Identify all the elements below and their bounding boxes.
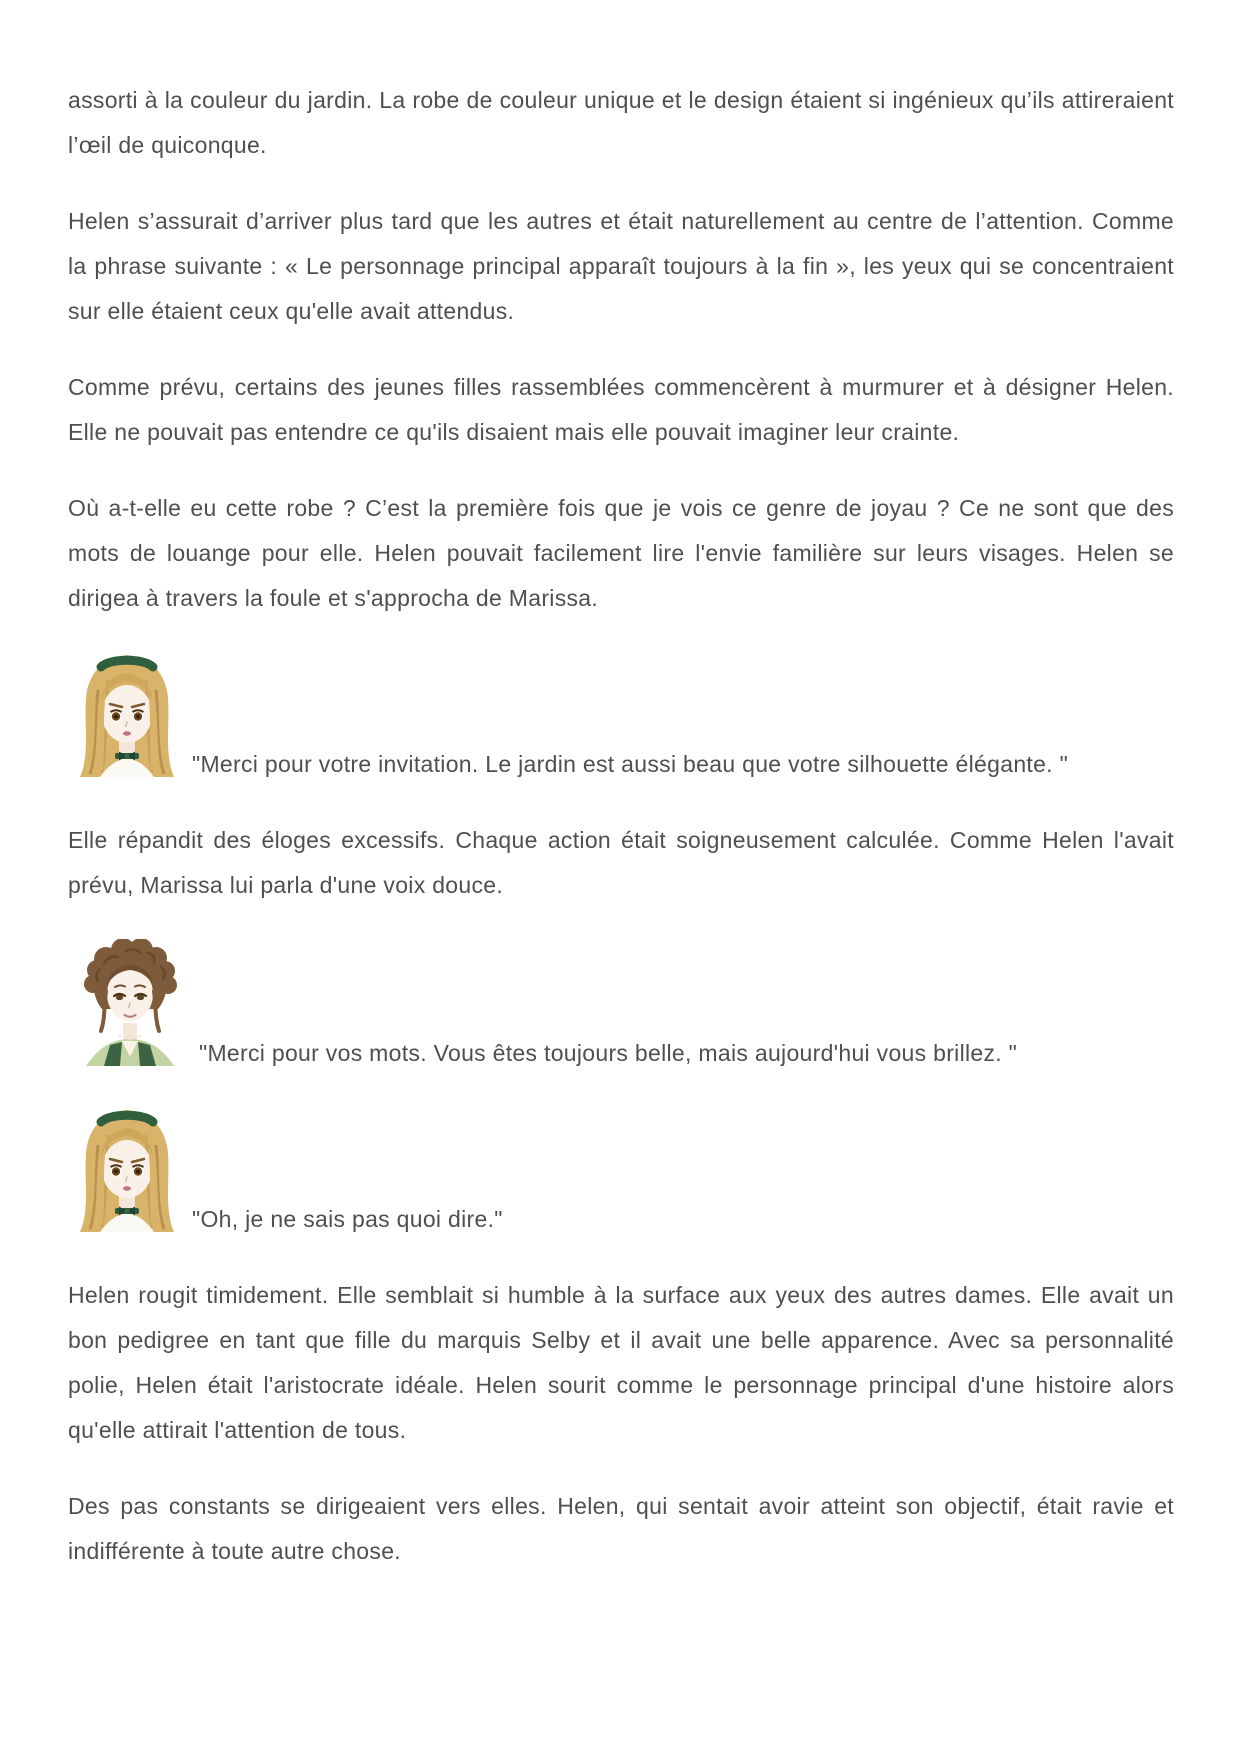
dialogue-block-helen-2 xyxy=(68,1107,1174,1242)
story-paragraph-3: Comme prévu, certains des jeunes filles rassemblées commencèrent à murmurer et à désigner Helen. Elle ne pouvait pas entendre ce qu'ils disaient mais elle pouvait imaginer leur crainte. xyxy=(68,374,1174,445)
story-paragraph-7: Des pas constants se dirigeaient vers elles. Helen, qui sentait avoir atteint son objectif, était ravie et indifférente à toute autre chose. xyxy=(68,1493,1174,1564)
story-paragraph-4: Où a-t-elle eu cette robe ? C’est la première fois que je vois ce genre de joyau ? Ce ne sont que des mots de louange pour elle. Helen pouvait facilement lire l'envie familière sur leurs visages. Helen se dirigea à travers la foule et s'approcha de Marissa. xyxy=(68,495,1174,611)
helen-avatar xyxy=(68,652,186,777)
story-paragraph-2: Helen s’assurait d’arriver plus tard que les autres et était naturellement au centre de l’attention. Comme la phrase suivante : « Le personnage principal apparaît toujours à la fin », les yeux qui se concentraient sur elle étaient ceux qu'elle avait attendus. xyxy=(68,208,1174,324)
story-paragraph-1: assorti à la couleur du jardin. La robe de couleur unique et le design étaient si ingénieux qu’ils attireraient l’œil de quiconque. xyxy=(68,87,1174,158)
dialogue-text-helen-2: "Oh, je ne sais pas quoi dire." xyxy=(192,1206,503,1232)
marissa-avatar xyxy=(68,939,193,1066)
story-paragraph-6: Helen rougit timidement. Elle semblait si humble à la surface aux yeux des autres dames. Elle avait un bon pedigree en tant que fille du marquis Selby et il avait une belle apparence. Avec sa personnalité polie, Helen était l'aristocrate idéale. Helen sourit comme le personnage principal d'une histoire alors qu'elle attirait l'attention de tous. xyxy=(68,1282,1174,1443)
page-text-content xyxy=(68,78,1174,1574)
dialogue-block-helen-1 xyxy=(68,652,1174,787)
helen-avatar xyxy=(68,1107,186,1232)
story-paragraph-5: Elle répandit des éloges excessifs. Chaque action était soigneusement calculée. Comme Helen l'avait prévu, Marissa lui parla d'une voix douce. xyxy=(68,827,1174,898)
dialogue-text-helen-1: "Merci pour votre invitation. Le jardin est aussi beau que votre silhouette élégante. " xyxy=(192,751,1069,777)
dialogue-block-marissa-1 xyxy=(68,939,1174,1076)
dialogue-text-marissa-1: "Merci pour vos mots. Vous êtes toujours belle, mais aujourd'hui vous brillez. " xyxy=(199,1040,1018,1066)
